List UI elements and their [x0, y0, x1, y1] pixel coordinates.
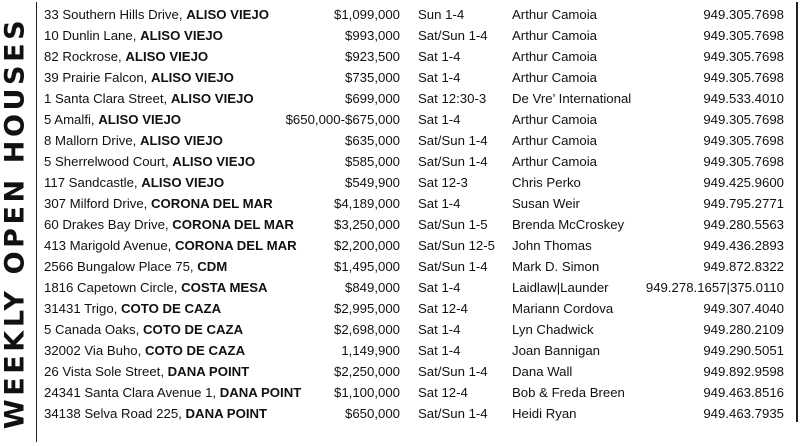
listing-location [44, 151, 255, 172]
listing-price: $635,000 [344, 133, 400, 148]
listing-price: $2,200,000 [333, 238, 400, 253]
listing-open-time: Sat/Sun 1-4 [418, 133, 488, 148]
listing-location [44, 235, 297, 256]
listing-price: $2,995,000 [333, 301, 400, 316]
listing-row [0, 4, 800, 25]
listing-agent: Brenda McCroskey [512, 217, 625, 232]
listing-location [44, 67, 234, 88]
listing-row [0, 340, 800, 361]
listing-agent: John Thomas [512, 238, 592, 253]
listing-open-time: Sat/Sun 1-5 [418, 217, 488, 232]
listing-city: COTO DE CAZA [142, 322, 244, 337]
listing-open-time: Sat 1-4 [418, 322, 461, 337]
listing-phone: 949.795.2771 [703, 196, 784, 211]
listing-address: 10 Dunlin Lane, [44, 28, 137, 43]
listing-row [0, 361, 800, 382]
listing-price: 1,149,900 [341, 343, 400, 358]
listing-city: CDM [197, 259, 228, 274]
listing-location [44, 298, 221, 319]
listing-city: ALISO VIEJO [141, 175, 225, 190]
listing-address: 117 Sandcastle, [44, 175, 138, 190]
listing-agent: Arthur Camoia [512, 70, 598, 85]
listing-city: CORONA DEL MAR [151, 196, 273, 211]
listing-agent: Lyn Chadwick [512, 322, 594, 337]
listing-address: 5 Sherrelwood Court, [44, 154, 169, 169]
listing-open-time: Sat/Sun 1-4 [418, 259, 488, 274]
listing-phone: 949.425.9600 [703, 175, 784, 190]
listing-open-time: Sat 1-4 [418, 196, 461, 211]
listing-row [0, 193, 800, 214]
listing-row [0, 214, 800, 235]
listing-price: $699,000 [344, 91, 400, 106]
listing-phone: 949.307.4040 [703, 301, 784, 316]
listing-agent: De Vre’ International [512, 91, 632, 106]
listing-agent: Arthur Camoia [512, 49, 598, 64]
listing-city: COTO DE CAZA [144, 343, 246, 358]
listing-price: $1,495,000 [333, 259, 400, 274]
open-house-listings [0, 4, 800, 424]
listing-price: $585,000 [344, 154, 400, 169]
listing-city: ALISO VIEJO [186, 7, 270, 22]
listing-row [0, 109, 800, 130]
listing-row [0, 319, 800, 340]
listing-row [0, 130, 800, 151]
listing-phone: 949.290.5051 [703, 343, 784, 358]
listing-location [44, 256, 227, 277]
listing-location [44, 46, 208, 67]
listing-agent: Arthur Camoia [512, 112, 598, 127]
listing-open-time: Sat 12-4 [418, 301, 468, 316]
listing-price: $2,698,000 [333, 322, 400, 337]
listing-open-time: Sat/Sun 12-5 [418, 238, 495, 253]
listing-phone: 949.305.7698 [703, 154, 784, 169]
listing-city: DANA POINT [185, 406, 268, 421]
listing-phone: 949.305.7698 [703, 112, 784, 127]
listing-row [0, 382, 800, 403]
listing-open-time: Sat 1-4 [418, 49, 461, 64]
listing-address: 33 Southern Hills Drive, [44, 7, 183, 22]
listing-phone: 949.436.2893 [703, 238, 784, 253]
listing-agent: Bob & Freda Breen [512, 385, 625, 400]
listing-open-time: Sat 12:30-3 [418, 91, 487, 106]
listing-location [44, 172, 224, 193]
listing-phone: 949.280.2109 [703, 322, 784, 337]
listing-address: 413 Marigold Avenue, [44, 238, 172, 253]
listing-location [44, 277, 268, 298]
listing-city: DANA POINT [167, 364, 250, 379]
listing-open-time: Sat/Sun 1-4 [418, 406, 488, 421]
listing-location [44, 25, 223, 46]
listing-address: 26 Vista Sole Street, [44, 364, 164, 379]
listing-row [0, 67, 800, 88]
listing-address: 5 Canada Oaks, [44, 322, 140, 337]
listing-city: COTO DE CAZA [121, 301, 222, 316]
listing-row [0, 235, 800, 256]
listing-open-time: Sat 12-4 [418, 385, 468, 400]
listing-location [44, 109, 181, 130]
listing-open-time: Sat 12-3 [418, 175, 468, 190]
listing-address: 1 Santa Clara Street, [44, 91, 168, 106]
listing-price: $4,189,000 [333, 196, 400, 211]
listing-address: 39 Prairie Falcon, [44, 70, 148, 85]
listing-agent: Susan Weir [512, 196, 580, 211]
listing-phone: 949.305.7698 [703, 7, 784, 22]
listing-row [0, 298, 800, 319]
listing-agent: Arthur Camoia [512, 28, 598, 43]
listing-address: 60 Drakes Bay Drive, [44, 217, 169, 232]
listing-open-time: Sat/Sun 1-4 [418, 364, 488, 379]
listing-city: ALISO VIEJO [172, 154, 256, 169]
listing-location [44, 4, 269, 25]
listing-price: $849,000 [344, 280, 400, 295]
listing-row [0, 151, 800, 172]
listing-location [44, 361, 249, 382]
listing-location [44, 88, 254, 109]
listing-address: 1816 Capetown Circle, [44, 280, 178, 295]
listing-agent: Dana Wall [512, 364, 573, 379]
listing-row [0, 256, 800, 277]
listing-city: CORONA DEL MAR [172, 217, 294, 232]
listing-location [44, 193, 273, 214]
listing-phone: 949.463.8516 [703, 385, 784, 400]
listing-agent: Mariann Cordova [512, 301, 614, 316]
listing-open-time: Sat/Sun 1-4 [418, 154, 488, 169]
listing-address: 307 Milford Drive, [44, 196, 148, 211]
listing-agent: Chris Perko [512, 175, 581, 190]
listing-city: ALISO VIEJO [125, 49, 209, 64]
listing-phone: 949.533.4010 [703, 91, 784, 106]
listing-price: $1,100,000 [333, 385, 400, 400]
listing-address: 32002 Via Buho, [44, 343, 142, 358]
listing-phone: 949.305.7698 [703, 49, 784, 64]
listing-open-time: Sat/Sun 1-4 [418, 28, 488, 43]
listing-price: $3,250,000 [333, 217, 400, 232]
listing-price: $993,000 [344, 28, 400, 43]
listing-phone: 949.872.8322 [703, 259, 784, 274]
listing-address: 82 Rockrose, [44, 49, 122, 64]
listing-city: ALISO VIEJO [140, 28, 223, 43]
listing-city: CORONA DEL MAR [175, 238, 297, 253]
listing-address: 5 Amalfi, [44, 112, 95, 127]
listing-phone: 949.305.7698 [703, 133, 784, 148]
listing-price: $923,500 [344, 49, 400, 64]
listing-open-time: Sat 1-4 [418, 112, 461, 127]
listing-agent: Arthur Camoia [512, 154, 598, 169]
listing-address: 24341 Santa Clara Avenue 1, [44, 385, 217, 400]
listing-agent: Mark D. Simon [512, 259, 600, 274]
listing-agent: Arthur Camoia [512, 133, 598, 148]
listing-open-time: Sat 1-4 [418, 343, 461, 358]
listing-phone: 949.892.9598 [703, 364, 784, 379]
listing-agent: Heidi Ryan [512, 406, 577, 421]
listing-location [44, 403, 267, 424]
listing-price: $735,000 [344, 70, 400, 85]
listing-agent: Joan Bannigan [512, 343, 600, 358]
listing-row [0, 403, 800, 424]
listing-location [44, 214, 294, 235]
listing-row [0, 277, 800, 298]
listing-price: $2,250,000 [333, 364, 400, 379]
listing-city: ALISO VIEJO [170, 91, 254, 106]
listing-open-time: Sun 1-4 [418, 7, 465, 22]
listing-phone: 949.305.7698 [703, 70, 784, 85]
listing-open-time: Sat 1-4 [418, 70, 461, 85]
page-title: WEEKLY OPEN HOUSES [0, 16, 31, 430]
listing-phone: 949.305.7698 [703, 28, 784, 43]
listing-phone: 949.463.7935 [703, 406, 784, 421]
listing-row [0, 172, 800, 193]
listing-city: ALISO VIEJO [140, 133, 223, 148]
listing-address: 8 Mallorn Drive, [44, 133, 137, 148]
listing-row [0, 88, 800, 109]
listing-city: DANA POINT [219, 385, 302, 400]
listing-city: ALISO VIEJO [98, 112, 182, 127]
listing-price: $549,900 [344, 175, 400, 190]
listing-row [0, 25, 800, 46]
listing-location [44, 382, 301, 403]
listing-location [44, 340, 245, 361]
listing-city: COSTA MESA [181, 280, 268, 295]
listing-row [0, 46, 800, 67]
listing-agent: Arthur Camoia [512, 7, 598, 22]
listing-address: 31431 Trigo, [44, 301, 118, 316]
listing-city: ALISO VIEJO [151, 70, 234, 85]
listing-phone: 949.278.1657|375.0110 [645, 280, 784, 295]
listing-open-time: Sat 1-4 [418, 280, 461, 295]
listing-phone: 949.280.5563 [703, 217, 784, 232]
listing-address: 2566 Bungalow Place 75, [44, 259, 194, 274]
listing-location [44, 130, 223, 151]
listing-price: $650,000-$675,000 [285, 112, 400, 127]
listing-location [44, 319, 243, 340]
listing-address: 34138 Selva Road 225, [44, 406, 182, 421]
listing-agent: Laidlaw|Launder [512, 280, 609, 295]
listing-price: $650,000 [344, 406, 400, 421]
listing-price: $1,099,000 [333, 7, 400, 22]
